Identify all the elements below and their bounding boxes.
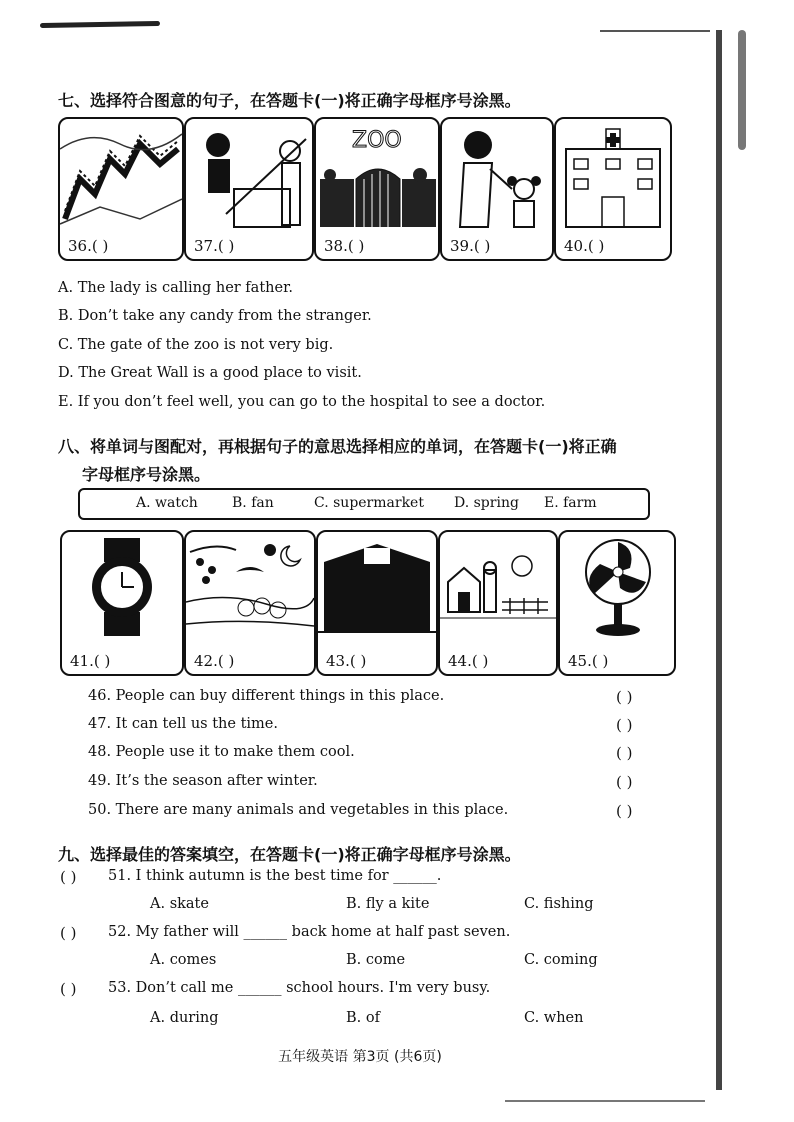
scan-artifact bbox=[600, 30, 710, 32]
supermarket-icon bbox=[318, 532, 436, 640]
sentence-49: 49. It’s the season after winter. bbox=[88, 773, 318, 789]
answer-47[interactable]: ( ) bbox=[616, 716, 633, 734]
option-d: D. The Great Wall is a good place to visit. bbox=[58, 365, 362, 381]
word-bank bbox=[78, 488, 650, 520]
q51-option-a: A. skate bbox=[150, 896, 209, 912]
answer-40[interactable]: 40.( ) bbox=[564, 237, 605, 255]
picture-40 bbox=[554, 117, 672, 261]
section-8-heading-cont: 字母框序号涂黑。 bbox=[82, 465, 211, 484]
stranger-candy-icon bbox=[186, 119, 312, 229]
picture-44 bbox=[438, 530, 558, 676]
scan-artifact bbox=[40, 21, 160, 28]
scan-edge bbox=[716, 30, 722, 1090]
q52-option-b: B. come bbox=[346, 952, 406, 968]
answer-36[interactable]: 36.( ) bbox=[68, 237, 109, 255]
question-51: 51. I think autumn is the best time for ______. bbox=[108, 868, 442, 884]
sentence-47: 47. It can tell us the time. bbox=[88, 716, 278, 732]
scan-edge bbox=[738, 30, 746, 150]
answer-39[interactable]: 39.( ) bbox=[450, 237, 491, 255]
sentence-48: 48. People use it to make them cool. bbox=[88, 744, 355, 760]
word-farm: E. farm bbox=[544, 495, 597, 511]
zoo-gate-icon bbox=[316, 119, 438, 229]
answer-38[interactable]: 38.( ) bbox=[324, 237, 365, 255]
farm-icon bbox=[440, 532, 556, 640]
section-8-heading: 八、将单词与图配对，再根据句子的意思选择相应的单词，在答题卡(一)将正确 bbox=[58, 437, 617, 456]
picture-38 bbox=[314, 117, 440, 261]
answer-50[interactable]: ( ) bbox=[616, 802, 633, 820]
answer-45[interactable]: 45.( ) bbox=[568, 652, 609, 670]
answer-43[interactable]: 43.( ) bbox=[326, 652, 367, 670]
q52-option-a: A. comes bbox=[150, 952, 217, 968]
picture-45 bbox=[558, 530, 676, 676]
option-b: B. Don’t take any candy from the stranger. bbox=[58, 308, 372, 324]
word-watch: A. watch bbox=[136, 495, 198, 511]
word-spring: D. spring bbox=[454, 495, 519, 511]
sentence-46: 46. People can buy different things in this place. bbox=[88, 688, 445, 704]
q53-option-c: C. when bbox=[524, 1010, 584, 1026]
spring-scene-icon bbox=[186, 532, 314, 640]
answer-46[interactable]: ( ) bbox=[616, 688, 633, 706]
section-7-heading: 七、选择符合图意的句子，在答题卡(一)将正确字母框序号涂黑。 bbox=[58, 91, 521, 110]
sentence-50: 50. There are many animals and vegetables in this place. bbox=[88, 802, 509, 818]
answer-41[interactable]: 41.( ) bbox=[70, 652, 111, 670]
fan-icon bbox=[560, 532, 674, 640]
picture-41 bbox=[60, 530, 184, 676]
q53-option-a: A. during bbox=[150, 1010, 219, 1026]
question-52: 52. My father will ______ back home at half past seven. bbox=[108, 924, 511, 940]
picture-43 bbox=[316, 530, 438, 676]
great-wall-icon bbox=[60, 119, 182, 229]
hospital-icon bbox=[556, 119, 670, 229]
watch-icon bbox=[62, 532, 182, 640]
picture-39 bbox=[440, 117, 554, 261]
answer-53[interactable]: ( ) bbox=[60, 980, 77, 998]
answer-52[interactable]: ( ) bbox=[60, 924, 77, 942]
answer-49[interactable]: ( ) bbox=[616, 773, 633, 791]
answer-42[interactable]: 42.( ) bbox=[194, 652, 235, 670]
word-fan: B. fan bbox=[232, 495, 274, 511]
word-supermarket: C. supermarket bbox=[314, 495, 424, 511]
scan-artifact bbox=[505, 1100, 705, 1102]
question-53: 53. Don’t call me ______ school hours. I'm very busy. bbox=[108, 980, 491, 996]
page-footer: 五年级英语 第3页 (共6页) bbox=[278, 1049, 442, 1065]
option-e: E. If you don’t feel well, you can go to the hospital to see a doctor. bbox=[58, 394, 546, 410]
lady-girl-icon bbox=[442, 119, 552, 229]
q51-option-c: C. fishing bbox=[524, 896, 594, 912]
q53-option-b: B. of bbox=[346, 1010, 380, 1026]
answer-48[interactable]: ( ) bbox=[616, 744, 633, 762]
section-9-heading: 九、选择最佳的答案填空，在答题卡(一)将正确字母框序号涂黑。 bbox=[58, 845, 521, 864]
picture-42 bbox=[184, 530, 316, 676]
answer-44[interactable]: 44.( ) bbox=[448, 652, 489, 670]
q52-option-c: C. coming bbox=[524, 952, 598, 968]
picture-36 bbox=[58, 117, 184, 261]
option-a: A. The lady is calling her father. bbox=[58, 280, 294, 296]
answer-51[interactable]: ( ) bbox=[60, 868, 77, 886]
answer-37[interactable]: 37.( ) bbox=[194, 237, 235, 255]
q51-option-b: B. fly a kite bbox=[346, 896, 430, 912]
zoo-sign: ZOO bbox=[352, 128, 402, 153]
picture-37 bbox=[184, 117, 314, 261]
option-c: C. The gate of the zoo is not very big. bbox=[58, 337, 334, 353]
